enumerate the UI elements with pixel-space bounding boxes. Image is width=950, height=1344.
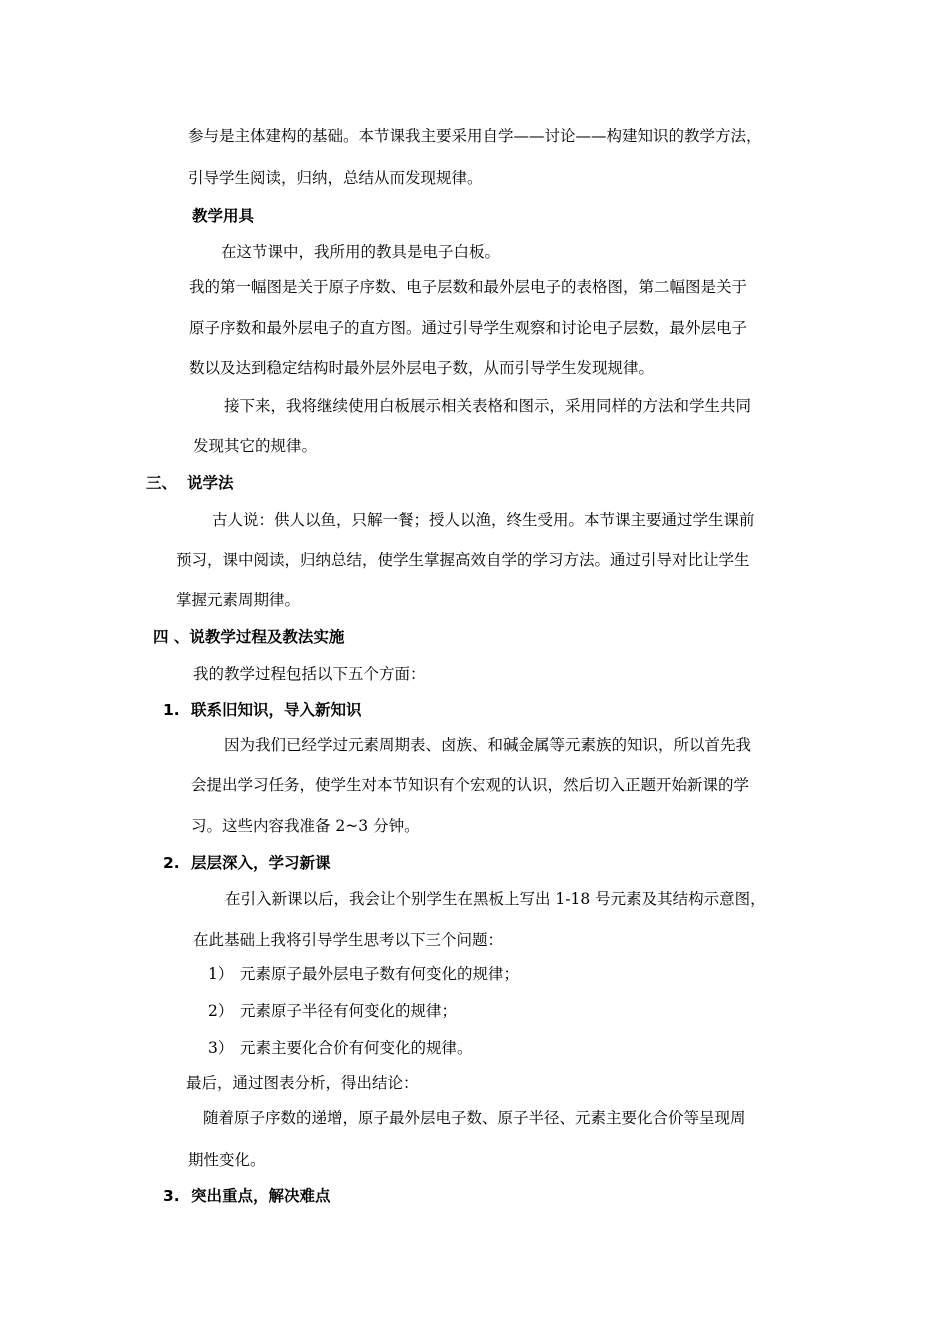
paragraph-line: 参与是主体建构的基础。本节课我主要采用自学——讨论——构建知识的教学方法， [188,127,762,145]
paragraph-line: 在这节课中，我所用的教具是电子白板。 [221,243,501,261]
subsection-number-1: 1. [163,701,180,719]
question-number: 2） [208,1002,234,1020]
question-number: 1） [208,965,234,983]
paragraph-line: 古人说：供人以鱼，只解一餐；授人以渔，终生受用。本节课主要通过学生课前 [212,511,755,529]
section-heading-tools: 教学用具 [192,207,255,225]
subsection-number-2: 2. [163,854,180,872]
paragraph-line: 随着原子序数的递增，原子最外层电子数、原子半径、元素主要化合价等呈现周 [203,1109,746,1127]
paragraph-line: 期性变化。 [188,1151,266,1169]
paragraph-line: 习。这些内容我准备 2~3 分钟。 [191,817,420,835]
subsection-heading-1: 联系旧知识，导入新知识 [191,701,362,719]
question-text: 元素主要化合价有何变化的规律。 [240,1039,473,1057]
section-number-3: 三、 [146,474,178,492]
paragraph-line: 因为我们已经学过元素周期表、卤族、和碱金属等元素族的知识，所以首先我 [224,736,752,754]
paragraph-line: 会提出学习任务，使学生对本节知识有个宏观的认识，然后切入正题开始新课的学 [191,776,750,794]
subsection-heading-2: 层层深入，学习新课 [191,854,331,872]
paragraph-line: 接下来，我将继续使用白板展示相关表格和图示，采用同样的方法和学生共同 [224,397,752,415]
section-heading-learning-method: 说学法 [187,474,234,492]
section-heading-teaching-process: 四 、说教学过程及教法实施 [153,628,345,646]
paragraph-line: 发现其它的规律。 [193,437,318,455]
paragraph-line: 引导学生阅读，归纳，总结从而发现规律。 [188,169,483,187]
subsection-number-3: 3. [163,1187,180,1205]
paragraph-line: 在此基础上我将引导学生思考以下三个问题： [193,931,504,949]
question-text: 元素原子半径有何变化的规律； [240,1002,458,1020]
subsection-heading-3: 突出重点，解决难点 [191,1187,331,1205]
paragraph-line: 我的教学过程包括以下五个方面： [193,665,426,683]
question-text: 元素原子最外层电子数有何变化的规律； [240,965,520,983]
paragraph-line: 在引入新课以后，我会让个别学生在黑板上写出 1-18 号元素及其结构示意图， [225,890,766,908]
question-number: 3） [208,1039,234,1057]
paragraph-line: 最后，通过图表分析，得出结论： [186,1074,419,1092]
paragraph-line: 我的第一幅图是关于原子序数、电子层数和最外层电子的表格图，第二幅图是关于 [189,278,748,296]
paragraph-line: 预习，课中阅读，归纳总结，使学生掌握高效自学的学习方法。通过引导对比让学生 [176,551,750,569]
paragraph-line: 掌握元素周期律。 [176,591,301,609]
paragraph-line: 数以及达到稳定结构时最外层外层电子数，从而引导学生发现规律。 [189,359,655,377]
paragraph-line: 原子序数和最外层电子的直方图。通过引导学生观察和讨论电子层数，最外层电子 [189,319,748,337]
